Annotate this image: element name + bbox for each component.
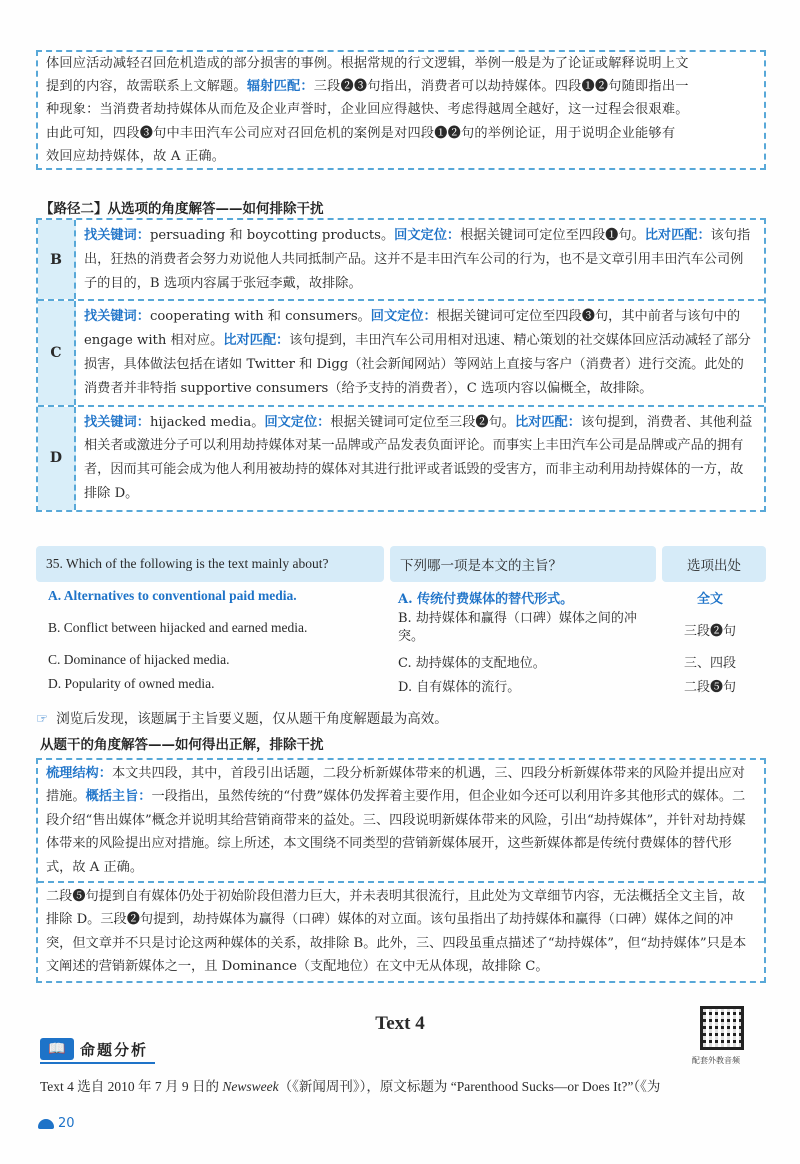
option-row-b — [38, 220, 764, 301]
analysis-box-bottom — [36, 758, 766, 983]
question-option-source: 三、四段 — [683, 656, 736, 671]
option-explanation: 找关键词：cooperating with 和 consumers。回文定位：根据关键词可定位至四段❸句，其中前者与该句中的 engage with 相对应。比对匹配：该句提到，丰田汽车公司用相对迅速、精心策划的社交媒体回应活动减轻了部分损害，具体做法包括在诸如 Twitter 和 Digg（社会新闻网站）等网站上直接与客户（消费者）进行交流。此处的消费者并非特指 supportive consumers（给予支持的消费者），C 选项内容以偏概全，故排除。 — [76, 301, 764, 404]
analysis-heading: 📖 命题分析 — [40, 1038, 148, 1060]
option-letter: D — [38, 407, 76, 510]
question-header-source: 选项出处 — [662, 546, 766, 582]
question-option-cn: D. 自有媒体的流行。 — [398, 680, 521, 695]
text-line: 效回应劫持媒体，故 A 正确。 — [46, 148, 226, 164]
option-letter: C — [38, 301, 76, 404]
text-line: 种现象：当消费者劫持媒体从而危及企业声誉时，企业回应得越快、考虑得越周全越好，这一过程会很艰难。 — [46, 102, 689, 118]
section-title-stem: 从题干的角度解答——如何得出正解，排除干扰 — [40, 737, 324, 753]
qr-code — [700, 1006, 744, 1050]
question-header-cn: 下列哪一项是本文的主旨？ — [390, 546, 656, 582]
question-header-en: 35. Which of the following is the text mainly about? — [36, 546, 384, 582]
question-option-en: D. Popularity of owned media. — [48, 676, 215, 691]
option-row-c — [38, 301, 764, 406]
text-line: 由此可知，四段❸句中丰田汽车公司应对召回危机的案例是对四段❶❷句的举例论证，用于说明企业能够有 — [46, 125, 676, 141]
question-option-en: A. Alternatives to conventional paid media. — [48, 588, 297, 603]
option-explanation: 找关键词：hijacked media。回文定位：根据关键词可定位至三段❷句。比对匹配：该句提到，消费者、其他利益相关者或激进分子可以利用劫持媒体对某一品牌或产品发表负面评论。而事实上丰田汽车公司是品牌或产品的拥有者，因而其可能会成为他人利用被劫持的媒体对其进行批评或者诋毁的受害方，而非主动利用劫持媒体的一方，故排除 D。 — [76, 407, 764, 510]
option-row-d — [38, 407, 764, 510]
graduation-cap-icon — [38, 1119, 54, 1129]
pointing-hand-icon: ☞ — [36, 711, 49, 727]
text4-title: Text 4 — [375, 1013, 425, 1034]
text4-intro: Text 4 选自 2010 年 7 月 9 日的 Newsweek（《新闻周刊》），原文标题为 “Parenthood Sucks—or Does It?”（《为 — [40, 1079, 661, 1094]
question-option-en: C. Dominance of hijacked media. — [48, 652, 230, 667]
tip-note: ☞ 浏览后发现，该题属于主旨要义题，仅从题干角度解题最为高效。 — [36, 711, 448, 727]
option-explanation: 找关键词：persuading 和 boycotting products。回文定位：根据关键词可定位至四段❶句。比对匹配：该句指出，狂热的消费者会努力劝说他人共同抵制产品。这并不是丰田汽车公司的行为，也不是文章引用丰田汽车公司例子的目的，B 选项内容属于张冠李戴，故排除。 — [76, 220, 764, 299]
text-line: 体回应活动减轻召回危机造成的部分损害的事例。根据常规的行文逻辑，举例一般是为了论证或解释说明上文 — [46, 56, 689, 71]
book-icon: 📖 — [40, 1038, 74, 1060]
question-option-source: 二段❺句 — [683, 680, 736, 695]
question-option-source: 全文 — [696, 592, 723, 607]
text-line: 提到的内容，故需联系上文解题。辐射匹配：三段❷❸句指出，消费者可以劫持媒体。四段❶❷句随即指出一 — [46, 79, 689, 95]
question-option-cn: A. 传统付费媒体的替代形式。 — [398, 592, 574, 607]
distractor-analysis: 二段❺句提到自有媒体仍处于初始阶段但潜力巨大，并未表明其很流行，且此处为文章细节内容，无法概括全文主旨，故排除 D。三段❷句提到，劫持媒体为赢得（口碑）媒体的对立面。该句虽指出了劫持媒体和赢得（口碑）媒体之间的冲突，但文章并不只是讨论这两种媒体的关系，故排除 B。此外，三、四段虽重点描述了“劫持媒体”，但“劫持媒体”只是本文阐述的营销新媒体之一，且 Dominance（支配地位）在文中无从体现，故排除 C。 — [38, 881, 764, 981]
option-analysis-table — [36, 218, 766, 512]
question-option-en: B. Conflict between hijacked and earned media. — [48, 620, 308, 635]
main-idea-analysis: 梳理结构：本文共四段，其中，首段引出话题，二段分析新媒体带来的机遇，三、四段分析新媒体带来的风险并提出应对措施。概括主旨：一段指出，虽然传统的“付费”媒体仍发挥着主要作用，但企业如今还可以利用许多其他形式的媒体。二段介绍“售出媒体”概念并说明其给营销商带来的益处。三、四段说明新媒体带来的风险，引出“劫持媒体”，并针对劫持媒体带来的风险提出应对措施。综上所述，本文围绕不同类型的营销新媒体展开，这些新媒体都是传统付费媒体的替代形式，故 A 正确。 — [38, 760, 764, 881]
question-option-source: 三段❷句 — [683, 624, 736, 639]
option-letter: B — [38, 220, 76, 299]
question-option-cn: C. 劫持媒体的支配地位。 — [398, 656, 546, 671]
qr-caption: 配套外教音频 — [692, 1056, 740, 1065]
page-number: 20 — [38, 1116, 75, 1131]
question-option-cn: B. 劫持媒体和赢得（口碑）媒体之间的冲突。 — [398, 611, 637, 644]
divider — [40, 1062, 155, 1064]
section-title-path2: 【路径二】从选项的角度解答——如何排除干扰 — [40, 201, 324, 217]
keyword-radiation-match: 辐射匹配： — [246, 79, 314, 95]
analysis-box-top — [36, 50, 766, 170]
